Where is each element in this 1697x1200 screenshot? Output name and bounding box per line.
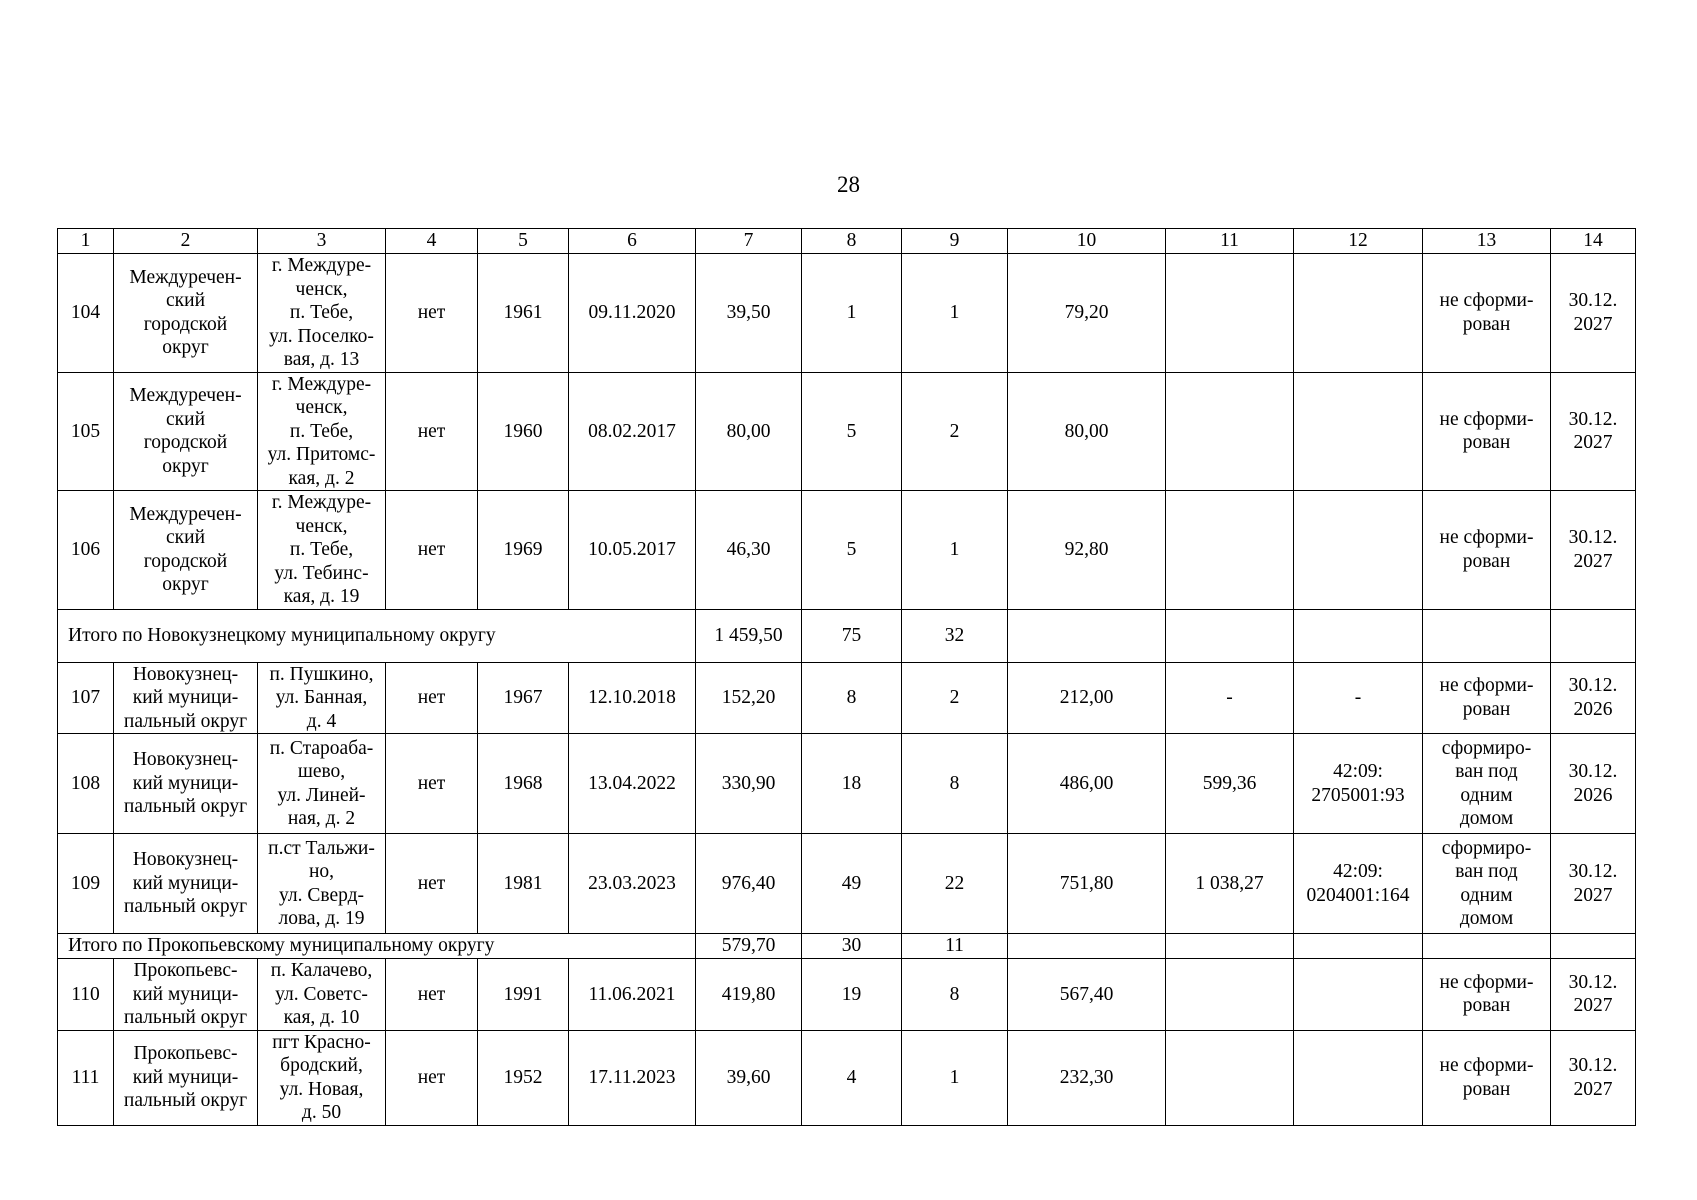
- table-cell: нет: [386, 1030, 478, 1125]
- table-cell: не сформи- рован: [1423, 372, 1551, 491]
- table-cell: 46,30: [696, 491, 802, 610]
- table-cell: 30.12. 2027: [1551, 959, 1636, 1031]
- table-cell: 08.02.2017: [569, 372, 696, 491]
- table-cell: 1960: [478, 372, 569, 491]
- table-cell: [1294, 491, 1423, 610]
- column-number-header: 14: [1551, 229, 1636, 254]
- table-cell: 30.12. 2027: [1551, 491, 1636, 610]
- table-cell: Междуречен- ский городской округ: [114, 372, 258, 491]
- column-number-header: 9: [902, 229, 1008, 254]
- table-cell: 18: [802, 734, 902, 834]
- table-cell: -: [1294, 662, 1423, 734]
- subtotal-label: Итого по Новокузнецкому муниципальному округу: [58, 609, 696, 662]
- table-cell: 108: [58, 734, 114, 834]
- table-cell: 42:09: 2705001:93: [1294, 734, 1423, 834]
- table-cell: 1: [902, 1030, 1008, 1125]
- table-cell: 599,36: [1166, 734, 1294, 834]
- table-cell: Новокузнец- кий муници- пальный округ: [114, 662, 258, 734]
- table-cell: 23.03.2023: [569, 834, 696, 934]
- table-cell: 30.12. 2027: [1551, 372, 1636, 491]
- table-cell: 330,90: [696, 734, 802, 834]
- column-number-header: 3: [258, 229, 386, 254]
- table-cell: 1952: [478, 1030, 569, 1125]
- table-cell: г. Междуре- ченск, п. Тебе, ул. Поселко- вая, д. 13: [258, 254, 386, 373]
- subtotal-cell: 75: [802, 609, 902, 662]
- table-cell: 11.06.2021: [569, 959, 696, 1031]
- table-cell: 2: [902, 372, 1008, 491]
- table-cell: 232,30: [1008, 1030, 1166, 1125]
- table-cell: 751,80: [1008, 834, 1166, 934]
- subtotal-cell: [1294, 934, 1423, 959]
- table-cell: 80,00: [696, 372, 802, 491]
- table-cell: 8: [902, 734, 1008, 834]
- subtotal-cell: [1008, 609, 1166, 662]
- table-cell: Прокопьевс- кий муници- пальный округ: [114, 1030, 258, 1125]
- table-cell: 1968: [478, 734, 569, 834]
- table-cell: 30.12. 2027: [1551, 834, 1636, 934]
- column-number-header: 13: [1423, 229, 1551, 254]
- subtotal-cell: [1008, 934, 1166, 959]
- table-row: [58, 254, 1636, 373]
- table-cell: п. Калачево, ул. Советс- кая, д. 10: [258, 959, 386, 1031]
- column-number-header: 6: [569, 229, 696, 254]
- subtotal-cell: [1551, 934, 1636, 959]
- table-cell: 1961: [478, 254, 569, 373]
- subtotal-cell: [1294, 609, 1423, 662]
- table-cell: 109: [58, 834, 114, 934]
- table-cell: 106: [58, 491, 114, 610]
- table-cell: 567,40: [1008, 959, 1166, 1031]
- subtotal-cell: 32: [902, 609, 1008, 662]
- table-cell: 1: [802, 254, 902, 373]
- subtotal-label: Итого по Прокопьевскому муниципальному округу: [58, 934, 696, 959]
- table-cell: нет: [386, 372, 478, 491]
- table-cell: Междуречен- ский городской округ: [114, 254, 258, 373]
- table-cell: Междуречен- ский городской округ: [114, 491, 258, 610]
- table-cell: 30.12. 2027: [1551, 1030, 1636, 1125]
- table-row: [58, 372, 1636, 491]
- subtotal-cell: [1423, 934, 1551, 959]
- subtotal-row: [58, 609, 1636, 662]
- subtotal-cell: 11: [902, 934, 1008, 959]
- table-cell: 92,80: [1008, 491, 1166, 610]
- table-cell: 17.11.2023: [569, 1030, 696, 1125]
- table-cell: 1981: [478, 834, 569, 934]
- table-cell: 111: [58, 1030, 114, 1125]
- table-cell: 13.04.2022: [569, 734, 696, 834]
- page-number: 28: [837, 172, 860, 197]
- column-number-header: 7: [696, 229, 802, 254]
- table-cell: 39,60: [696, 1030, 802, 1125]
- table-cell: Новокузнец- кий муници- пальный округ: [114, 834, 258, 934]
- table-cell: пгт Красно- бродский, ул. Новая, д. 50: [258, 1030, 386, 1125]
- table-row: [58, 491, 1636, 610]
- table-cell: 1991: [478, 959, 569, 1031]
- table-cell: 2: [902, 662, 1008, 734]
- table-row: [58, 662, 1636, 734]
- table-cell: нет: [386, 834, 478, 934]
- housing-register-table: [57, 228, 1636, 1126]
- table-cell: 8: [902, 959, 1008, 1031]
- table-cell: нет: [386, 254, 478, 373]
- table-cell: 79,20: [1008, 254, 1166, 373]
- table-cell: [1294, 959, 1423, 1031]
- table-row: [58, 1030, 1636, 1125]
- table-cell: п.ст Тальжи- но, ул. Сверд- лова, д. 19: [258, 834, 386, 934]
- subtotal-cell: [1166, 934, 1294, 959]
- table-cell: 110: [58, 959, 114, 1031]
- subtotal-cell: [1423, 609, 1551, 662]
- table-cell: сформиро- ван под одним домом: [1423, 734, 1551, 834]
- table-cell: 1: [902, 254, 1008, 373]
- table-row: [58, 734, 1636, 834]
- table-cell: [1294, 254, 1423, 373]
- table-cell: 486,00: [1008, 734, 1166, 834]
- table-cell: 80,00: [1008, 372, 1166, 491]
- table-cell: 09.11.2020: [569, 254, 696, 373]
- table-cell: [1166, 491, 1294, 610]
- table-cell: 107: [58, 662, 114, 734]
- column-number-header: 12: [1294, 229, 1423, 254]
- table-cell: 1969: [478, 491, 569, 610]
- subtotal-cell: 30: [802, 934, 902, 959]
- table-cell: п. Староаба- шево, ул. Линей- ная, д. 2: [258, 734, 386, 834]
- column-number-header: 11: [1166, 229, 1294, 254]
- table-cell: 105: [58, 372, 114, 491]
- table-cell: [1294, 1030, 1423, 1125]
- table-header-row: [58, 229, 1636, 254]
- table-cell: п. Пушкино, ул. Банная, д. 4: [258, 662, 386, 734]
- table-cell: 212,00: [1008, 662, 1166, 734]
- table-cell: г. Междуре- ченск, п. Тебе, ул. Тебинс- кая, д. 19: [258, 491, 386, 610]
- table-cell: 30.12. 2026: [1551, 734, 1636, 834]
- table-cell: 12.10.2018: [569, 662, 696, 734]
- table-cell: 19: [802, 959, 902, 1031]
- table-cell: нет: [386, 662, 478, 734]
- table-cell: 104: [58, 254, 114, 373]
- table-cell: 5: [802, 491, 902, 610]
- table-cell: 10.05.2017: [569, 491, 696, 610]
- column-number-header: 10: [1008, 229, 1166, 254]
- table-cell: 8: [802, 662, 902, 734]
- table-cell: 1 038,27: [1166, 834, 1294, 934]
- subtotal-cell: [1166, 609, 1294, 662]
- table-cell: 976,40: [696, 834, 802, 934]
- column-number-header: 4: [386, 229, 478, 254]
- table-cell: 5: [802, 372, 902, 491]
- table-cell: [1294, 372, 1423, 491]
- table-row: [58, 959, 1636, 1031]
- column-number-header: 1: [58, 229, 114, 254]
- table-cell: 1967: [478, 662, 569, 734]
- column-number-header: 2: [114, 229, 258, 254]
- table-cell: нет: [386, 734, 478, 834]
- table-cell: 152,20: [696, 662, 802, 734]
- table-cell: 4: [802, 1030, 902, 1125]
- table-cell: не сформи- рован: [1423, 491, 1551, 610]
- table-cell: не сформи- рован: [1423, 254, 1551, 373]
- table-cell: 30.12. 2026: [1551, 662, 1636, 734]
- table-cell: 419,80: [696, 959, 802, 1031]
- table-cell: 49: [802, 834, 902, 934]
- table-cell: 1: [902, 491, 1008, 610]
- subtotal-cell: 579,70: [696, 934, 802, 959]
- column-number-header: 5: [478, 229, 569, 254]
- table-cell: не сформи- рован: [1423, 662, 1551, 734]
- table-cell: Новокузнец- кий муници- пальный округ: [114, 734, 258, 834]
- table-cell: не сформи- рован: [1423, 1030, 1551, 1125]
- table-cell: сформиро- ван под одним домом: [1423, 834, 1551, 934]
- table-cell: [1166, 372, 1294, 491]
- table-cell: нет: [386, 959, 478, 1031]
- table-cell: 22: [902, 834, 1008, 934]
- table-cell: Прокопьевс- кий муници- пальный округ: [114, 959, 258, 1031]
- subtotal-row: [58, 934, 1636, 959]
- table-cell: [1166, 254, 1294, 373]
- table-cell: [1166, 959, 1294, 1031]
- table-row: [58, 834, 1636, 934]
- table-cell: 30.12. 2027: [1551, 254, 1636, 373]
- table-cell: нет: [386, 491, 478, 610]
- subtotal-cell: [1551, 609, 1636, 662]
- subtotal-cell: 1 459,50: [696, 609, 802, 662]
- table-cell: не сформи- рован: [1423, 959, 1551, 1031]
- table-cell: 39,50: [696, 254, 802, 373]
- table-cell: г. Междуре- ченск, п. Тебе, ул. Притомс- кая, д. 2: [258, 372, 386, 491]
- table-cell: [1166, 1030, 1294, 1125]
- column-number-header: 8: [802, 229, 902, 254]
- table-cell: 42:09: 0204001:164: [1294, 834, 1423, 934]
- table-cell: -: [1166, 662, 1294, 734]
